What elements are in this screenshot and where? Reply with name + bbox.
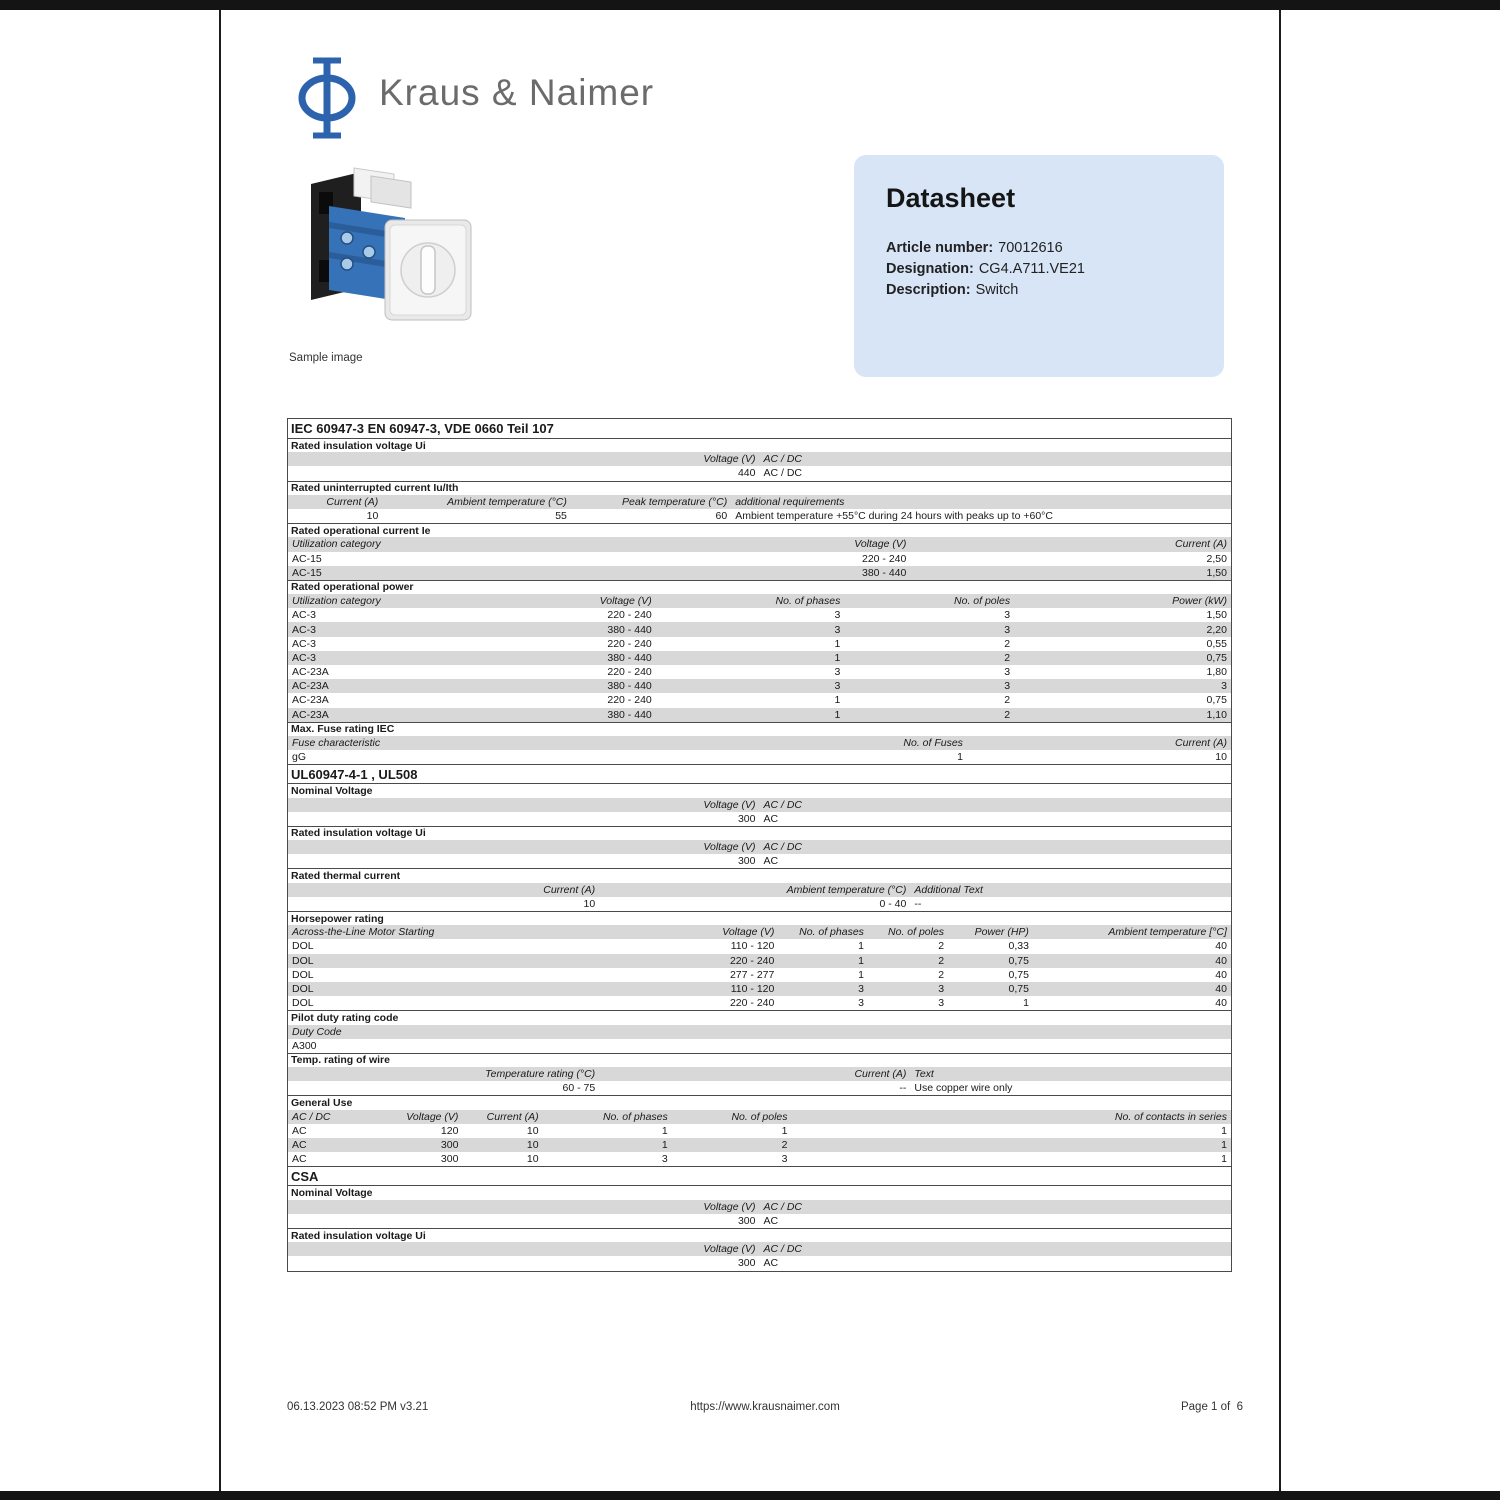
- table-cell: 40: [1215, 954, 1227, 967]
- table-cell: No. of poles: [954, 595, 1011, 608]
- table-cell: 380 - 440: [607, 680, 652, 693]
- table-cell: AC: [763, 1257, 779, 1270]
- table-subsection-row: [288, 580, 1231, 594]
- table-cell: 380 - 440: [861, 566, 907, 579]
- table-column-header-row: [288, 840, 1231, 854]
- table-column-header-row: [288, 736, 1231, 750]
- table-cell: AC / DC: [763, 467, 803, 480]
- table-cell: 0,33: [1008, 940, 1029, 953]
- table-cell: 40: [1215, 983, 1227, 996]
- table-cell: Voltage (V): [703, 798, 756, 811]
- table-cell: 10: [583, 897, 596, 910]
- table-data-row: [288, 854, 1231, 868]
- table-cell: Voltage (V): [406, 1110, 459, 1123]
- table-column-header-row: [288, 452, 1231, 466]
- table-cell: Voltage (V): [599, 595, 652, 608]
- table-cell: 1: [957, 751, 963, 764]
- table-cell: Pilot duty rating code: [291, 1011, 399, 1024]
- brand-name: Kraus & Naimer: [379, 72, 655, 113]
- table-cell: 3: [834, 609, 841, 622]
- table-cell: 120: [440, 1124, 459, 1137]
- table-subsection-row: [288, 1185, 1231, 1199]
- table-data-row: [288, 566, 1231, 580]
- table-cell: 3: [938, 983, 945, 996]
- table-cell: Horsepower rating: [291, 912, 384, 925]
- table-cell: 1: [858, 954, 864, 967]
- table-cell: 1: [834, 708, 841, 721]
- table-column-header-row: [288, 537, 1231, 551]
- table-cell: 1: [661, 1139, 668, 1152]
- table-cell: 1: [858, 940, 864, 953]
- table-cell: 300: [440, 1153, 459, 1166]
- table-cell: Text: [914, 1068, 934, 1081]
- table-data-row: [288, 651, 1231, 665]
- table-cell: 380 - 440: [607, 708, 652, 721]
- table-cell: 2: [1004, 637, 1011, 650]
- table-data-row: [288, 509, 1231, 523]
- table-cell: 40: [1215, 968, 1227, 981]
- table-data-row: [288, 552, 1231, 566]
- table-cell: Rated insulation voltage Ui: [291, 1229, 426, 1242]
- table-cell: 1,50: [1206, 566, 1227, 579]
- phi-logo-icon: [295, 55, 359, 141]
- table-cell: --: [899, 1082, 907, 1095]
- table-subsection-row: [288, 481, 1231, 495]
- table-cell: 3: [1004, 680, 1011, 693]
- table-subsection-row: [288, 911, 1231, 925]
- table-cell: Rated insulation voltage Ui: [291, 827, 426, 840]
- table-cell: 1: [858, 968, 864, 981]
- footer-date-version: 06.13.2023 08:52 PM v3.21: [287, 1401, 429, 1413]
- table-cell: 220 - 240: [607, 666, 652, 679]
- footer-url-link[interactable]: https://www.krausnaimer.com: [690, 1401, 840, 1413]
- table-data-row: [288, 637, 1231, 651]
- table-cell: AC-3: [292, 651, 316, 664]
- table-cell: DOL: [292, 997, 314, 1010]
- description-row: [886, 280, 1192, 301]
- table-cell: Temp. rating of wire: [291, 1054, 390, 1067]
- table-cell: AC: [763, 812, 779, 825]
- table-cell: 2: [781, 1139, 788, 1152]
- table-data-row: [288, 996, 1231, 1010]
- table-cell: 220 - 240: [729, 997, 775, 1010]
- table-cell: 0,75: [1206, 651, 1227, 664]
- table-cell: Rated thermal current: [291, 870, 401, 883]
- table-data-row: [288, 665, 1231, 679]
- table-cell: Current (A): [543, 883, 596, 896]
- table-cell: No. of poles: [731, 1110, 788, 1123]
- table-subsection-row: [288, 1095, 1231, 1109]
- table-cell: 10: [1215, 751, 1227, 764]
- table-cell: Additional Text: [914, 883, 983, 896]
- spec-table: [287, 418, 1232, 1272]
- table-cell: 3: [1004, 623, 1011, 636]
- table-cell: AC-23A: [292, 666, 329, 679]
- table-cell: AC / DC: [763, 841, 803, 854]
- table-cell: General Use: [291, 1097, 353, 1110]
- table-cell: 2: [938, 968, 945, 981]
- table-data-row: [288, 622, 1231, 636]
- table-section-title-row: [288, 419, 1231, 438]
- table-cell: AC: [292, 1139, 307, 1152]
- table-cell: DOL: [292, 954, 314, 967]
- table-cell: 110 - 120: [730, 983, 775, 996]
- table-subsection-row: [288, 1228, 1231, 1242]
- table-cell: 3: [834, 680, 841, 693]
- table-cell: 1,80: [1206, 666, 1227, 679]
- table-cell: Temperature rating (°C): [485, 1068, 596, 1081]
- table-cell: 0,55: [1206, 637, 1227, 650]
- datasheet-title: Datasheet: [886, 183, 1016, 213]
- table-column-header-row: [288, 1200, 1231, 1214]
- table-cell: 300: [440, 1139, 459, 1152]
- table-cell: CSA: [291, 1168, 319, 1184]
- table-cell: AC-15: [292, 566, 322, 579]
- table-cell: Current (A): [1175, 737, 1227, 750]
- table-cell: 3: [1221, 680, 1227, 693]
- table-column-header-row: [288, 495, 1231, 509]
- table-column-header-row: [288, 925, 1231, 939]
- table-cell: 1: [834, 637, 841, 650]
- article-number-row: [886, 238, 1192, 259]
- table-data-row: [288, 812, 1231, 826]
- table-section-title-row: [288, 764, 1231, 783]
- table-cell: 2: [1004, 651, 1011, 664]
- table-cell: 2,20: [1206, 623, 1227, 636]
- table-cell: 1: [661, 1124, 668, 1137]
- table-cell: Nominal Voltage: [291, 1186, 373, 1199]
- table-subsection-row: [288, 523, 1231, 537]
- table-cell: AC: [292, 1124, 307, 1137]
- table-cell: Utilization category: [292, 595, 381, 608]
- table-cell: AC / DC: [763, 1243, 803, 1256]
- table-cell: 220 - 240: [729, 954, 775, 967]
- table-cell: AC: [292, 1153, 307, 1166]
- table-data-row: [288, 954, 1231, 968]
- table-cell: DOL: [292, 983, 314, 996]
- table-cell: 220 - 240: [607, 609, 652, 622]
- table-data-row: [288, 466, 1231, 480]
- table-cell: AC / DC: [763, 453, 803, 466]
- table-cell: 40: [1215, 940, 1227, 953]
- table-cell: 300: [737, 812, 756, 825]
- table-cell: AC-3: [292, 637, 316, 650]
- table-cell: AC-15: [292, 552, 322, 565]
- table-cell: 40: [1215, 997, 1227, 1010]
- table-cell: Duty Code: [292, 1025, 342, 1038]
- table-cell: 3: [858, 983, 864, 996]
- table-cell: Current (A): [326, 495, 379, 508]
- table-cell: Voltage (V): [703, 453, 756, 466]
- designation-row: [886, 259, 1192, 280]
- table-data-row: [288, 1214, 1231, 1228]
- table-cell: AC / DC: [292, 1110, 331, 1123]
- table-data-row: [288, 897, 1231, 911]
- table-cell: 3: [834, 666, 841, 679]
- table-data-row: [288, 939, 1231, 953]
- page-footer: [287, 1401, 1243, 1413]
- table-cell: AC-23A: [292, 708, 329, 721]
- table-cell: additional requirements: [735, 495, 845, 508]
- table-cell: Rated insulation voltage Ui: [291, 439, 426, 452]
- table-cell: 0,75: [1008, 954, 1029, 967]
- article-number-label: Article number:: [886, 240, 994, 256]
- table-cell: No. of contacts in series: [1114, 1110, 1227, 1123]
- table-data-row: [288, 1124, 1231, 1138]
- datasheet-panel: [854, 155, 1224, 377]
- table-cell: Peak temperature (°C): [622, 495, 728, 508]
- table-cell: 440: [737, 467, 756, 480]
- table-cell: No. of phases: [775, 595, 841, 608]
- table-cell: Voltage (V): [703, 841, 756, 854]
- sample-product-image: [299, 160, 474, 350]
- top-border-bar: [0, 0, 1500, 10]
- table-column-header-row: [288, 594, 1231, 608]
- table-cell: Power (HP): [974, 926, 1029, 939]
- table-cell: Ambient temperature (°C): [447, 495, 567, 508]
- table-data-row: [288, 708, 1231, 722]
- table-cell: 2: [938, 940, 945, 953]
- table-cell: Voltage (V): [703, 1243, 756, 1256]
- table-cell: 1: [834, 694, 841, 707]
- table-cell: 277 - 277: [729, 968, 775, 981]
- table-cell: 1: [1221, 1139, 1227, 1152]
- table-cell: 300: [737, 1214, 756, 1227]
- table-data-row: [288, 1152, 1231, 1166]
- designation-value: CG4.A711.VE21: [978, 261, 1085, 277]
- table-cell: 3: [858, 997, 864, 1010]
- table-cell: AC / DC: [763, 1200, 803, 1213]
- table-cell: 0,75: [1206, 694, 1227, 707]
- table-data-row: [288, 1256, 1231, 1270]
- table-data-row: [288, 1081, 1231, 1095]
- table-cell: 380 - 440: [607, 623, 652, 636]
- table-cell: Voltage (V): [722, 926, 775, 939]
- table-data-row: [288, 608, 1231, 622]
- table-cell: Current (A): [486, 1110, 539, 1123]
- table-cell: 2: [938, 954, 945, 967]
- table-cell: DOL: [292, 940, 314, 953]
- table-column-header-row: [288, 1242, 1231, 1256]
- table-cell: Max. Fuse rating IEC: [291, 723, 395, 736]
- table-cell: 3: [938, 997, 945, 1010]
- table-cell: AC-3: [292, 609, 316, 622]
- table-cell: Use copper wire only: [914, 1082, 1013, 1095]
- table-data-row: [288, 982, 1231, 996]
- table-cell: Ambient temperature +55°C during 24 hours with peaks up to +60°C: [735, 510, 1053, 523]
- table-cell: 110 - 120: [730, 940, 775, 953]
- table-cell: --: [914, 897, 922, 910]
- table-cell: Nominal Voltage: [291, 784, 373, 797]
- table-cell: 2: [1004, 708, 1011, 721]
- table-cell: AC-23A: [292, 680, 329, 693]
- table-cell: 300: [737, 1257, 756, 1270]
- table-cell: 3: [834, 623, 841, 636]
- article-number-value: 70012616: [998, 240, 1063, 256]
- bottom-border-bar: [0, 1491, 1500, 1500]
- table-cell: 300: [737, 855, 756, 868]
- document-page: [219, 10, 1281, 1491]
- table-cell: No. of poles: [888, 926, 945, 939]
- table-data-row: [288, 750, 1231, 764]
- table-data-row: [288, 1039, 1231, 1053]
- description-value: Switch: [975, 282, 1019, 298]
- table-cell: Ambient temperature [°C]: [1108, 926, 1227, 939]
- table-column-header-row: [288, 1110, 1231, 1124]
- table-data-row: [288, 693, 1231, 707]
- table-cell: AC: [763, 1214, 779, 1227]
- designation-label: Designation:: [886, 261, 974, 277]
- table-subsection-row: [288, 438, 1231, 452]
- table-cell: AC-23A: [292, 694, 329, 707]
- table-cell: 1: [834, 651, 841, 664]
- table-data-row: [288, 968, 1231, 982]
- table-cell: Fuse characteristic: [292, 737, 381, 750]
- table-cell: Voltage (V): [703, 1200, 756, 1213]
- table-cell: 1: [1221, 1153, 1227, 1166]
- table-cell: Rated operational current Ie: [291, 524, 431, 537]
- table-cell: 380 - 440: [607, 651, 652, 664]
- table-cell: Utilization category: [292, 538, 381, 551]
- table-cell: 60 - 75: [562, 1082, 596, 1095]
- table-cell: AC: [763, 855, 779, 868]
- table-cell: 3: [1004, 609, 1011, 622]
- table-cell: DOL: [292, 968, 314, 981]
- table-cell: 220 - 240: [861, 552, 907, 565]
- table-cell: No. of phases: [602, 1110, 668, 1123]
- table-column-header-row: [288, 798, 1231, 812]
- table-subsection-row: [288, 1010, 1231, 1024]
- table-cell: 1: [781, 1124, 788, 1137]
- table-cell: 1: [1023, 997, 1029, 1010]
- table-cell: No. of phases: [799, 926, 864, 939]
- table-cell: AC / DC: [763, 798, 803, 811]
- table-column-header-row: [288, 1067, 1231, 1081]
- table-data-row: [288, 679, 1231, 693]
- table-cell: A300: [292, 1039, 317, 1052]
- table-cell: 10: [526, 1139, 539, 1152]
- table-cell: 55: [555, 510, 567, 523]
- table-cell: 0,75: [1008, 983, 1029, 996]
- table-section-title-row: [288, 1166, 1231, 1185]
- table-column-header-row: [288, 1025, 1231, 1039]
- table-cell: 1,50: [1206, 609, 1227, 622]
- switch-illustration: [299, 160, 474, 345]
- table-cell: 10: [526, 1124, 539, 1137]
- table-cell: 3: [1004, 666, 1011, 679]
- table-cell: AC-3: [292, 623, 316, 636]
- table-cell: 220 - 240: [607, 694, 652, 707]
- table-cell: 3: [781, 1153, 788, 1166]
- sample-image-caption: Sample image: [289, 352, 363, 364]
- table-cell: 1: [1221, 1124, 1227, 1137]
- table-subsection-row: [288, 826, 1231, 840]
- table-subsection-row: [288, 868, 1231, 882]
- table-cell: gG: [292, 751, 307, 764]
- table-subsection-row: [288, 783, 1231, 797]
- table-cell: 2: [1004, 694, 1011, 707]
- table-cell: Rated uninterrupted current Iu/Ith: [291, 482, 459, 495]
- table-cell: No. of Fuses: [903, 737, 963, 750]
- table-cell: Rated operational power: [291, 581, 414, 594]
- table-cell: Voltage (V): [854, 538, 907, 551]
- table-cell: Current (A): [1175, 538, 1227, 551]
- footer-page-number: Page 1 of 6: [1180, 1401, 1244, 1413]
- table-column-header-row: [288, 883, 1231, 897]
- brand-logo: [295, 55, 359, 146]
- table-cell: 60: [715, 510, 728, 523]
- table-subsection-row: [288, 722, 1231, 736]
- table-cell: UL60947-4-1 , UL508: [291, 766, 418, 782]
- table-cell: 2,50: [1206, 552, 1227, 565]
- table-cell: 3: [661, 1153, 668, 1166]
- table-cell: IEC 60947-3 EN 60947-3, VDE 0660 Teil 107: [291, 421, 554, 436]
- table-cell: Power (kW): [1172, 595, 1227, 608]
- table-data-row: [288, 1138, 1231, 1152]
- table-cell: Current (A): [854, 1068, 907, 1081]
- table-subsection-row: [288, 1053, 1231, 1067]
- description-label: Description:: [886, 282, 971, 298]
- table-cell: Ambient temperature (°C): [786, 883, 907, 896]
- table-cell: 0,75: [1008, 968, 1029, 981]
- table-cell: 10: [366, 510, 379, 523]
- table-cell: 0 - 40: [879, 897, 907, 910]
- table-cell: 220 - 240: [607, 637, 652, 650]
- table-cell: Across-the-Line Motor Starting: [292, 926, 435, 939]
- table-cell: 1,10: [1206, 708, 1227, 721]
- table-cell: 10: [526, 1153, 539, 1166]
